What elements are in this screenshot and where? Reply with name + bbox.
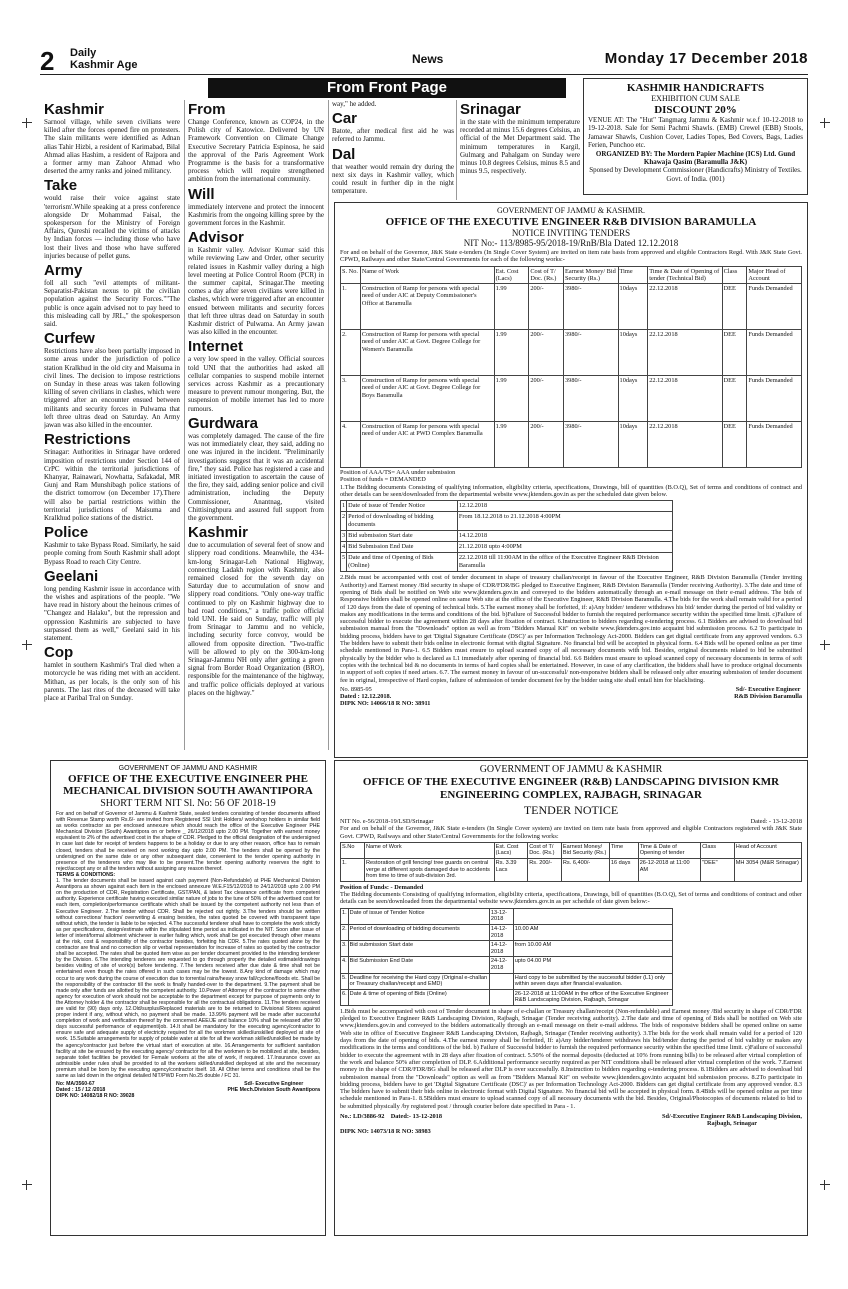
table-cell: 10days bbox=[618, 376, 648, 422]
ad-organizer: ORGANIZED BY: The Mordern Papier Machine (ICS) Ltd. Gund Khawaja Qasim (Baramulla J&K) bbox=[595, 149, 796, 167]
ad-sponsor: Sponsed by Development Commissioner (Handicrafts) Ministry of Textiles. Govt. of India. (001) bbox=[589, 166, 802, 183]
table-cell: Bid submission Start date bbox=[347, 531, 458, 542]
tender-signatory: Sd/- Executive Engineer bbox=[735, 685, 801, 693]
table-header: Class bbox=[701, 842, 735, 858]
registration-mark bbox=[22, 1180, 32, 1190]
table-row bbox=[341, 941, 673, 957]
table-header: Class bbox=[722, 266, 747, 284]
table-cell: 10.00 AM bbox=[513, 924, 672, 940]
story-body: Restrictions have also been partially imposed in some areas under the jurisdiction of police station Kralkhud in the old city and Maisuma in civil lines. The decision to impose restrictions on Sunday in these areas was taken following killing of seven civilians in clashes, which were triggered after an encounter ensued between militants and security forces in Pulwama that left three ultras dead on Saturday. An Army jawan was also killed in the encounter. bbox=[44, 347, 180, 430]
table-cell: Rs. 6,400/- bbox=[561, 859, 609, 882]
table-header: Time & Date of Opening of tender bbox=[638, 842, 700, 858]
phe-terms: 1. The tender documents shall be issued against cash payment (Non-Refundable) at PHE Mechanical Division Awantipora as shown against each item in the enclosed annexure W.E.F15/12/2018 to 24/12/2018 upto 2.00 PM on the production of CDR, Registration Certificate, GST/PAN, & latest Tax clearance certificate from competent authority. Experience certificate having executed similar nature of jobs to the tune of 50% of the advertised cost for each item, completion/performance certificate which shall be issued by the competent authority not less than of Executive Engineer. 2.The tender without CDR. Shall be rejected out rightly. 3.The tenders should be written without corrections/ fraction/ overwriting & erasing besides, the rates quoted be covered with transparent tape without which, the tender is liable to be rejected. 4.The successful tenderer shall have to complete the work strictly as per specifications, design/estimate within the stipulated time period as indicated in the NIT. Soon after issue of letter of intent/formal allotment whichever is earlier failing which, work shall be got executed through other means at the risk, cost & responsibility of the contractor besides, forfeiting his CDR. 5.The rates quoted alone by the contractor are final and no correction slip or verbal representation for increase of rates so quoted by the contractor shall be accepted. The rates shall be quoted item wise as per tender document provided to the intending tenderer by the Division. 6.The intending tenderers are requested to go through properly the detailed estimate/drawings besides visiting of site of work(s) before tendering. 7.The tenders received after due date & time shall not be entertained even though the rates offered in such cases may be the lowest. 8.Any kind of damage which may occur to any work during the course of execution due to torrential rains/heavy snow fall/cyclone/floods etc. Shall be the responsibility of the contractor till the work is finally handed-over to the department. 9.The payment shall be made only after funds are allotted by the competent authority. 10.Power of Attorney of the contractor to some other agency for execution of work should not be acceptable to the department except for purpose of payments only to the Attorney holder & the contractor shall be responsible for all the contractual obligations. 11.The tenders received are valid for (90) days only. 12.Old/surplus/Replaced materials are to be returned to Divisional Stores against proper indent if any, without which, no payment shall be made. 13.99% payment will be made after successful completion of work and verification thereof by the concerned AEE/JE and balance 10% shall be released after 90 days successful performance of equipment/job. 14.It shall be mandatory for the executing agency/contractor to ensure safe and adequate supply of electricity required for all the workmen skilled/unskilled deployed at site of work. 15.Suitable arrangements for supply of potable water at site for all the workman skilled/unskilled be made by the agency/contractor just before the virtual start of execution at site. 16.Arrangements for sufficient sanitation facility at site be ensured by the executing agency/ contractor for all the workmen to be mobilized at site, besides, separate toilet facilities be provided for Female workers at the site of work, if required. 17.Insurance cover as admissible under rules shall be provided to all the workers skilled/unskilled deployed at site and the necessary premium shall be born by the executing agency/contractor itself. 18. All Other terms and conditions shall be the same as laid down in the original detailed NIT/PWD Form No.25 double / FC 31. bbox=[56, 878, 320, 1080]
story-headline: Geelani bbox=[44, 567, 99, 585]
table-cell: Period of downloading of bidding documents bbox=[347, 512, 458, 531]
story-headline: Will bbox=[188, 185, 215, 203]
table-cell: 3 bbox=[341, 531, 347, 542]
ad-title: KASHMIR HANDICRAFTS bbox=[626, 82, 765, 94]
ls-gov: GOVERNMENT OF JAMMU & KASHMIR bbox=[479, 764, 663, 775]
table-row bbox=[341, 422, 802, 468]
table-cell: 14.12.2018 bbox=[457, 531, 672, 542]
table-cell: 14-12-2018 bbox=[489, 924, 513, 940]
table-cell: 1. bbox=[341, 908, 349, 924]
table-cell: 6. bbox=[341, 989, 349, 1005]
tender-gov: GOVERNMENT OF JAMMU & KASHMIR. bbox=[496, 206, 646, 215]
story-body: Change Conference, known as COP24, in the Polish city of Katowice. Delivered by UN Framework Convention on Climate Change Executive Secretary Patricia Espinosa, he said the approval of the Paris Agreement Work Programme is the basis for a transformative process which will require strengthened ambition from the international community. bbox=[188, 118, 324, 184]
table-header: Name of Work bbox=[360, 266, 494, 284]
section-banner: From Front Page bbox=[208, 78, 566, 98]
story-headline: Restrictions bbox=[44, 431, 131, 449]
phe-number: No: MA/3560-67 bbox=[56, 1081, 95, 1088]
table-header: Earnest Money/ Bid Security (Rs.) bbox=[561, 842, 609, 858]
table-row bbox=[341, 859, 802, 882]
tender-nit: NIT No:- 113/8985-95/2018-19/RnB/Bla Dated 12.12.2018 bbox=[463, 238, 679, 248]
registration-mark bbox=[820, 118, 830, 128]
table-cell: 26-12-2018 at 11:00 AM bbox=[638, 859, 700, 882]
page-number: 2 bbox=[40, 46, 55, 76]
story-headline: Army bbox=[44, 262, 83, 280]
table-cell: Deadline for receiving the Hard copy (Original e-challan or Treasury challan/receipt and EMD) bbox=[348, 973, 489, 989]
table-row bbox=[341, 908, 673, 924]
table-cell: Bid Submission End Date bbox=[348, 957, 489, 973]
ad-discount: DISCOUNT 20% bbox=[654, 104, 737, 116]
table-cell: 3. bbox=[341, 376, 361, 422]
landscaping-tender bbox=[334, 760, 808, 1236]
table-header: S. No. bbox=[341, 266, 361, 284]
table-cell: 14-12-2018 bbox=[489, 941, 513, 957]
phe-gov: GOVERNMENT OF JAMMU AND KASHMIR bbox=[118, 765, 258, 772]
tender-dipk: DIPK NO: 14066/18 R NO: 38911 bbox=[340, 700, 431, 708]
table-cell: Construction of Ramp for persons with special need of under AIC at Deputy Commissioner's Office at Baramulla bbox=[360, 284, 494, 330]
news-column-3 bbox=[332, 100, 454, 200]
story-body: that weather would remain dry during the next six days in Kashmir valley, which could result in further dip in the night temperature. bbox=[332, 162, 454, 196]
position-aaa: Position of AAA/TS= AAA under submission bbox=[340, 469, 456, 477]
table-row bbox=[341, 924, 673, 940]
table-cell: 10days bbox=[618, 284, 648, 330]
ls-nit: NIT No. e-56/2018-19/LSD/Srinagar bbox=[340, 818, 434, 825]
story-body: due to accumulation of several feet of snow and slippery road conditions. Meanwhile, the 434-km-long Srinagar-Leh National Highway, connecting Ladakh region with Kashmir, also remained closed for the seventh day on Saturday due to accumulation of snow and slippery road conditions. "Only one-way traffic continued to ply on Kashmir highway due to bad road conditions," a traffic police official told UNI. He said on Sunday, traffic will ply from Srinagar to Jammu and no vehicle, including security force convoy, would be allowed from opposite direction. "Two-traffic will be allowed to ply on the 300-km-long Srinagar-Jammu NH only after getting a green signal from Border Road Organization (BRO), responsible for the maintenance of the highway, and traffic police officials deployed at various places on the highway." bbox=[188, 541, 324, 697]
table-cell: upto 04.00 PM bbox=[513, 957, 672, 973]
tender-terms: 2.Bids must be accompanied with cost of tender document in shape of treasury challan/receipt in favour of the Executive Engineer, R&B Division Baramulla (Tender inviting Authority) and Earnest money /Bid security in shape of CDR/FDR/BG pledged to Executive Engineer, R&B Division Baramulla (Tender receiving Authority). 3.The date and time of opening of Bids shall be notified on Web site www.jktenders.gov.in and conveyed to the bidders automatically through an e-mail message on their e-mail address. The bids of Responsive bidders shall be opened online on same Web site at the office of the Executive Engineer, R&B Division Baramulla. 4.The bids for the work shall remain valid for a period of 120 days from the date of opening of technical bids. 5.The earnest money shall be forfeited, if: a)Any bidder/ tenderer withdraws his bid/ tender during the period of bid validity or makes any modifications in the terms and conditions of the bid. b)Failure of Successful bidder to furnish the required performance security within the specified time limit. c)Failure of successful bidder to execute the agreement within 28 days after fixation of contract. 6.Instruction to bidders regarding e-tendering process. 6.1 Bidders are advised to download bid submission manual from the "Downloads" option as well as from "Bidders Manual Kit" on website www.jktenders.gov.into acquaint bid submission process. 6.2 To participate in bidding process, bidders have to get 'Digital Signature Certificate (DSC)' as per Information Technology Act-2000. Bidders can get digital certificate from any approved vendors. 6.3 The bidders have to submit their bids online in electronic format with digital Signature. No financial bid will be accepted in physical form. 6.4 Bids will be opened online as per time schedule mentioned in Para-1. 6.5 Bidders must ensure to upload scanned copy of all necessary documents with bid. Besides, original documents related to bid be submitted physically by the bidder who is declared as L1 immediately after opening of financial bid. 6.6 Bidders must ensure to upload scanned copy of necessary documents in terms of soft copies with the technical bid & no documents in terms of hard copies shall be entertained. However, in case of any clarification, the bidders shall have to produce original documents in support of soft copies if need arises. 6.7. The earnest money in favour of un-successful/ non-responsive bidders shall be released only after ensuring submission of tender document fee in original, irrespective of Hard copies, failure of submission of tender document fee by the bidder using site shall entail him for blacklisting. bbox=[340, 574, 802, 684]
table-cell: 3. bbox=[341, 941, 349, 957]
paper-name bbox=[70, 47, 137, 71]
phe-signatory: Sd/- Executive Engineer bbox=[244, 1081, 304, 1088]
table-header: Cost of T/ Doc. (Rs.) bbox=[528, 842, 562, 858]
story-headline: From bbox=[188, 101, 226, 118]
table-cell: 2. bbox=[341, 330, 361, 376]
registration-mark bbox=[22, 118, 32, 128]
table-cell: Funds Demanded bbox=[747, 376, 802, 422]
table-cell: Rs. 3.39 Lacs bbox=[494, 859, 528, 882]
table-row bbox=[341, 330, 802, 376]
table-cell: 4. bbox=[341, 957, 349, 973]
ls-nit-dated: Dated: - 13-12-2018 bbox=[750, 818, 802, 825]
ls-dipk: DIPK NO: 14073/18 R NO: 38983 bbox=[340, 1128, 431, 1136]
tender-number: No. 8985-95 bbox=[340, 685, 372, 693]
table-cell: 12.12.2018 bbox=[457, 501, 672, 512]
table-cell: Funds Demanded bbox=[747, 422, 802, 468]
table-cell: Construction of Ramp for persons with special need of under AIC at Govt. Degree College for Boys Baramulla bbox=[360, 376, 494, 422]
phe-dipk: DIPK NO: 14082/18 R NO: 39028 bbox=[56, 1093, 135, 1100]
table-row bbox=[341, 531, 673, 542]
table-cell bbox=[489, 989, 513, 1005]
ad-subtitle: EXHIBITION CUM SALE bbox=[651, 94, 740, 103]
table-cell: Funds Demanded bbox=[747, 284, 802, 330]
tender-intro: For and on behalf of the Governor, J&K State e-tenders (In Single Cover System) are invited on item rate basis from approved and eligible Contractors Regd. With J&K State Govt. CPWD, Railways and other State/Central Governments for each of the following works:- bbox=[340, 249, 802, 264]
table-cell: 1.99 bbox=[494, 376, 529, 422]
phe-office: OFFICE OF THE EXECUTIVE ENGINEER PHE MECHANICAL DIVISION SOUTH AWANTIPORA bbox=[63, 773, 313, 797]
tender-dated: Dated : 12.12.2018. bbox=[340, 693, 392, 701]
table-row bbox=[341, 957, 673, 973]
table-header: Major Head of Account bbox=[747, 266, 802, 284]
story-body: would raise their voice against state 'terrorism'.While speaking at a press conference alongside Dr Mohammad Faisal, the spokesperson for the Ministry of Foreign Affairs, Qureshi recalled the victims of attacks by Indian forces — including those who have lost their lives and those who have suffered injuries because of pellet guns. bbox=[44, 194, 180, 260]
table-header: Earnest Money/ Bid Security (Rs.) bbox=[564, 266, 619, 284]
story-body: was completely damaged. The cause of the fire was not immediately clear, they said, adding no one was injured in the incident. "Preliminarily investigations suggest that it was an accidental fire," they said. Police has registered a case and initiated investigation to ascertain the cause of the fire, they said, adding senior police and civil administration, including the Deputy Commissioner, Anantnag, visited Chittisinghpura and assured full support from the government. bbox=[188, 431, 324, 522]
position-funds: Position of funds = DEMANDED bbox=[340, 476, 426, 484]
registration-mark bbox=[820, 1180, 830, 1190]
ls-criteria: The Bidding documents Consisting of qualifying information, eligibility criteria, specifications, Drawings, bill of quantities (B.O.Q), Set of terms and conditions of contract and other details can be seen/downloaded from the departmental website www.jktenders.gov.in as per schedule of date given below:- bbox=[340, 891, 802, 906]
table-cell: Bid Submission End Date bbox=[347, 542, 458, 553]
ls-funds: Position of Funds: - Demanded bbox=[340, 883, 424, 891]
table-cell: 3980/- bbox=[564, 376, 619, 422]
table-header: Time bbox=[618, 266, 648, 284]
news-column-4 bbox=[460, 100, 580, 200]
table-cell: From 18.12.2018 to 21.12.2018 4:00PM bbox=[457, 512, 672, 531]
masthead bbox=[40, 44, 808, 75]
phe-footer bbox=[56, 1081, 320, 1099]
table-cell: 200/- bbox=[529, 376, 564, 422]
schedule-table bbox=[340, 500, 673, 572]
table-cell: 1. bbox=[341, 284, 361, 330]
table-cell: 26-12-2018 at 11:00AM in the office of the Executive Engineer R&B Landscaping Division, Rajbagh, Srinagar bbox=[513, 989, 672, 1005]
story-headline: Cop bbox=[44, 644, 74, 662]
table-cell: 1.99 bbox=[494, 330, 529, 376]
table-cell: MH 3054 (M&R Srinagar) bbox=[734, 859, 801, 882]
table-cell: Restoration of grill fencing/ tree guards on central verge at different spots damaged due to accidents from time to time of sub-division 3rd. bbox=[365, 859, 495, 882]
table-cell: 200/- bbox=[529, 284, 564, 330]
registration-mark bbox=[820, 640, 830, 650]
story-body: Kashmir to take Bypass Road. Similarly, he said people coming from South Kashmir shall adopt Bypass Road to reach City Centre. bbox=[44, 541, 180, 566]
story-body: in Kashmir valley. Advisor Kumar said this while reviewing Law and Order, other security related issues in Kashmir valley during a high level meeting at Police Control Room (PCR) in the summer capital, Srinagar.The meeting comes a day after seven civilians were killed in clashes, which were triggered after an encounter ensued between militants and security forces that left three ultras dead on Saturday in south Kashmir district of Pulwama. An Army jawan was also killed in the encounter. bbox=[188, 246, 324, 337]
tender-signatory-office: R&B Division Baramulla bbox=[734, 693, 802, 701]
table-cell: 2. bbox=[341, 924, 349, 940]
table-cell: Hard copy to be submitted by the successful bidder (L1) only within seven days after financial evaluation. bbox=[513, 973, 672, 989]
table-cell: DEE bbox=[722, 284, 747, 330]
table-cell: 16 days bbox=[609, 859, 638, 882]
table-header: S.No bbox=[341, 842, 365, 858]
ls-number: No.: LD/3886-92 Dated:- 13-12-2018 bbox=[340, 1113, 442, 1121]
dateline: Monday 17 December 2018 bbox=[604, 50, 808, 67]
paper-name-line2: Kashmir Age bbox=[70, 59, 138, 71]
ls-signatory-office: Rajbagh, Srinagar bbox=[706, 1120, 757, 1128]
table-cell: Period of downloading of bidding documents bbox=[348, 924, 489, 940]
table-cell: Construction of Ramp for persons with special need of under AIC at PWD Complex Baramulla bbox=[360, 422, 494, 468]
phe-tender bbox=[50, 760, 326, 1236]
tender-office: OFFICE OF THE EXECUTIVE ENGINEER R&B DIVISION BARAMULLA bbox=[385, 216, 757, 228]
table-cell: Date and time of Opening of Bids (Online) bbox=[347, 553, 458, 572]
ls-office: OFFICE OF THE EXECUTIVE ENGINEER (R&B) LANDSCAPING DIVISION KMR ENGINEERING COMPLEX, RAJBAGH, SRINAGAR bbox=[362, 776, 780, 801]
table-row bbox=[341, 501, 673, 512]
table-cell: 22.12.2018 bbox=[648, 422, 722, 468]
ls-nit-line bbox=[340, 818, 802, 825]
table-cell: 3980/- bbox=[564, 422, 619, 468]
story-headline: Police bbox=[44, 524, 89, 542]
table-cell: Date of issue of Tender Notice bbox=[348, 908, 489, 924]
tender-notice: NOTICE INVITING TENDERS bbox=[511, 228, 631, 238]
table-cell: 2 bbox=[341, 512, 347, 531]
table-cell: DEE bbox=[722, 376, 747, 422]
story-body: in the state with the minimum temperature recorded at minus 15.6 degrees Celsius, an official of the Met Department said. The minimum temperatures in Kargil, Gulmarg and Pahalgam on Sunday were minus 10.8 degrees Celsius, minus 8.5 and minus 9.5, respectively. bbox=[460, 118, 580, 176]
table-cell: 13-12-2018 bbox=[489, 908, 513, 924]
works-table bbox=[340, 266, 802, 469]
table-cell: 5 bbox=[341, 553, 347, 572]
table-cell: Bid submission Start date bbox=[348, 941, 489, 957]
section-label: News bbox=[412, 52, 444, 66]
phe-dated: Dated : 15 / 12 /2018 bbox=[56, 1087, 106, 1094]
table-header: Time & Date of Opening of tender (Technical Bid) bbox=[648, 266, 722, 284]
table-cell: 4. bbox=[341, 422, 361, 468]
table-cell: 22.12.2018 bbox=[648, 330, 722, 376]
story-body: foll all such "evil attempts of militant-Separatist-Pakistan nexus to pit the civilian population against the Security Forces.""The public is once again advised not to pay heed to this misleading call by JRL," the spokesperson said. bbox=[44, 279, 180, 329]
phe-signatory-office: PHE Mech.Division South Awantipora bbox=[227, 1087, 320, 1094]
table-cell: Funds Demanded bbox=[747, 330, 802, 376]
table-row bbox=[341, 376, 802, 422]
table-cell: Construction of Ramp for persons with special need of under AIC at Govt. Degree College for Women's Baramulla bbox=[360, 330, 494, 376]
story-body: Batote, after medical first aid he was referred to Jammu. bbox=[332, 127, 454, 144]
table-cell bbox=[489, 973, 513, 989]
table-cell: 3980/- bbox=[564, 284, 619, 330]
story-body: immediately intervene and protect the innocent Kashmiris from the ongoing killing spree by the government forces in the Kashmir. bbox=[188, 202, 324, 228]
phe-body: For and on behalf of Governor of Jammu & Kashmir State, sealed tenders consisting of tender documents affixed with Revenue Stamp worth Rs.6/- are invited from Registered SSI Unit Holders/ workshop holders in similar field as works contractor as per enclosed annexure which should reach the office of the Executive Engineer PHE Mechanical Division (South) Awantipora on or before _ 26/12/2018 upto 2.00 PM. Together with earnest money equivalent to 2% of the advertised cost in the shape of CDR. Pledged to the official designation of the undersigned in case last date for receipt of tenders happens to be a holiday or due to any other reason, office has to remain closed, tenders shall be received on next working day upto 2.00 PM. The tenders shall be opened by the undersigned on the same date or any other subsequent date, convenient to the tender opening authority in presence of the tenderers who may like to be present.The tender opening authority reserves the right to reject/accept any or all the tenders without assigning any reason thereof. bbox=[56, 811, 320, 872]
table-cell: 5. bbox=[341, 973, 349, 989]
table-cell: Rs. 200/- bbox=[528, 859, 562, 882]
table-cell: 200/- bbox=[529, 330, 564, 376]
story-headline: Kashmir bbox=[188, 524, 249, 542]
ls-signatory: Sd/-Executive Engineer R&B Landscaping Division, bbox=[661, 1113, 802, 1121]
table-header: Est. Cost (Lacs) bbox=[494, 266, 529, 284]
table-cell: 21.12.2018 upto 4:00PM bbox=[457, 542, 672, 553]
table-header: Cost of T/ Doc. (Rs.) bbox=[529, 266, 564, 284]
ls-terms: 1.Bids must be accompanied with cost of Tender document in shape of e-challan or Treasury challan/receipt (Non-refundable) and Earnest money /Bid security in shape of CDR/FDR pledged to Executive Engineer R&B Landscaping Division, Rajbagh, Srinagar (Tender receiving authority). 2.The date and time of opening of Bids shall be notified on Web site www.jktenders.gov.in and conveyed to the bidders automatically through an e-mail message on their e-mail address. The bids of responsive bidders shall be opened online on same Web site in office of Executive Engineer R&B Landscaping Division, Rajbagh, Srinagar (Tender receiving authority). 3.The bids for the work shall remain valid for a period of 120 days from the date of opening of bids. 4.The earnest money shall be forfeited, If: a)Any bidder/tenderer withdraws his bid/tender during the period of bid validity or makes any modifications in the terms and conditions of the bid. b) Failure of Successful bidder to furnish the required performance security within the specified time limit. c)Failure of successful bidder to execute the agreement with in 28 days after fixation of contract. 5.50% of the normal deposits (deducted at 10% from running bills) to be released after virtual completion of the work and balance 50% after completion of DLP. 6.Additional performance security required as per NIT conditions shall be released after virtual completion of the work. 7.Earnest money in the shape of CDR/FDR/BG shall be released after DLP is over successfully. 8.Instruction to bidders regarding e-tendering process. 8.1Bidders are advised to download bid submission manual from the "Downloads" option as well as from "Bidders Manual Kit" on website www.jktenders.gov.into acquaint bid submission process. 8.2To participate in bidding process, bidders have to get 'Digital Signature Certificate (DSC)' as per Information Technology Act-2000. Bidders can get digital certificate from any approved vendor. 8.3 The bidders have to submit their bids online in electronic format with Digital Signature. No financial bid will be accepted in physical form. 8.4Bids will be opened online as per time schedule mentioned in Para-1. 8.5Bidders must ensure to upload scanned copy of all necessary documents with the bid. Besides, Original/Photocopies of documents related to bid to be submitted physically /by registered post / through courier before date specified in Para - 1. bbox=[340, 1007, 802, 1110]
story-headline: Gurdwara bbox=[188, 414, 259, 432]
story-body: hamlet in southern Kashmir's Tral died when a motorcycle he was riding met with an accident. Mithan, as per locals, is the only son of his parents. The last rites of the deceased will take place at Paribal Tral on Sunday. bbox=[44, 661, 180, 702]
story-headline: Car bbox=[332, 110, 358, 128]
tender-footer bbox=[340, 686, 802, 708]
table-cell: 10days bbox=[618, 330, 648, 376]
news-column-1 bbox=[44, 100, 180, 750]
ls-intro: For and on behalf of the Governor, J&K State e-tenders (In Single Cover system) are invited on item rate basis from approved and eligible Contractors registered with J&K State Govt. CPWD, Railways and other State/Central Governments for the following works: bbox=[340, 825, 802, 840]
table-cell: 1. bbox=[341, 859, 365, 882]
table-header: Time bbox=[609, 842, 638, 858]
story-headline: Take bbox=[44, 177, 78, 195]
tender-criteria: 1.The Bidding documents Consisting of qualifying information, eligibility criteria, specifications, Drawings, bill of quantities (B.O.Q), Set of terms and conditions of contract and other details can be seen/downloaded from the departmental website www.jktenders.gov.in as per the scheduled date given below. bbox=[340, 483, 802, 499]
table-cell: Date & time of opening of Bids (Online) bbox=[348, 989, 489, 1005]
ls-schedule-table bbox=[340, 908, 673, 1006]
table-row bbox=[341, 973, 673, 989]
table-cell: 1.99 bbox=[494, 422, 529, 468]
table-header: Head of Account bbox=[734, 842, 801, 858]
table-cell: DEE bbox=[722, 422, 747, 468]
table-row bbox=[341, 284, 802, 330]
table-cell: 4 bbox=[341, 542, 347, 553]
phe-terms-title: TERMS & CONDITIONS: bbox=[56, 871, 116, 878]
story-headline: Srinagar bbox=[460, 101, 521, 118]
table-header: Est. Cost (Lacs) bbox=[494, 842, 528, 858]
registration-mark bbox=[22, 640, 32, 650]
table-cell: Date of issue of Tender Notice bbox=[347, 501, 458, 512]
news-column-2 bbox=[188, 100, 324, 750]
story-body: a very low speed in the valley. Official sources told UNI that the authorities had asked all cellular companies to suspend mobile internet services across Kashmir as a precautionary measure to prevent rumour mongering. But, the suspension of mobile internet has led to more rumours. bbox=[188, 355, 324, 413]
table-cell: 22.12.2018 bbox=[648, 376, 722, 422]
paper-name-line1: Daily bbox=[70, 47, 97, 59]
story-body: Sarnool village, while seven civilians were killed after the forces opened fire on protesters. The slain militants were identified as Adnan alias Tahir Hizbi, a resident of Karimabad, Bilal Ahmad alias Hashim, a resident of Rajpora and a former army man Zahoor Ahmad who deserted the army ranks and joined militancy. bbox=[44, 118, 180, 176]
story-headline: Dal bbox=[332, 145, 356, 163]
story-headline: Internet bbox=[188, 338, 244, 356]
table-row bbox=[341, 553, 673, 572]
table-row bbox=[341, 542, 673, 553]
ls-notice: TENDER NOTICE bbox=[523, 803, 619, 817]
story-headline: Advisor bbox=[188, 229, 244, 247]
table-cell: 3980/- bbox=[564, 330, 619, 376]
phe-nit: SHORT TERM NIT Sl. No: 56 OF 2018-19 bbox=[100, 798, 276, 809]
table-cell: 1.99 bbox=[494, 284, 529, 330]
table-cell: DEE bbox=[722, 330, 747, 376]
ad-body: VENUE AT: The "Hut" Tangmarg Jammu & Kashmir w.e.f 10-12-2018 to 19-12-2018. Sale for Semi Pachmi Shawls. (EMB) Crewel (EBB) Stools, Jamawar Shawls, Cushion Cover, Ladies Topes, Bed Covers, Bags, Ladies Ferien, Punchoo etc. bbox=[588, 116, 803, 150]
table-cell: 10days bbox=[618, 422, 648, 468]
table-cell: 22.12.2018 bbox=[648, 284, 722, 330]
table-cell: 200/- bbox=[529, 422, 564, 468]
table-cell bbox=[513, 908, 672, 924]
story-headline: Curfew bbox=[44, 330, 95, 348]
table-cell: 22.12.2018 till 11:00AM in the office of the Executive Engineer R&B Division Baramulla bbox=[457, 553, 672, 572]
table-row bbox=[341, 989, 673, 1005]
story-body: way," he added. bbox=[332, 100, 377, 108]
story-headline: Kashmir bbox=[44, 101, 105, 118]
rnb-baramulla-tender bbox=[334, 202, 808, 758]
ls-footer bbox=[340, 1113, 802, 1136]
ls-works-table bbox=[340, 842, 802, 882]
table-cell: "DEE" bbox=[701, 859, 735, 882]
table-cell: 24-12-2018 bbox=[489, 957, 513, 973]
handicrafts-ad bbox=[583, 78, 808, 195]
table-cell: 1 bbox=[341, 501, 347, 512]
story-body: long pending Kashmir issue in accordance with the wishes and aspirations of the people. "We have read in history about the heinous crimes of "Changez and Halaku", but the repression and oppression Kashmiris are subjected to have surpassed them as well," Geelani said in his statement. bbox=[44, 584, 180, 642]
story-body: Srinagar: Authorities in Srinagar have ordered imposition of restrictions under Section 144 of CrPC within the territorial jurisdictions of Khanyar, Rainawari, Nowhatta, Safakadal, MR Gunj and Ram Munshibagh police stations of the district tomorrow (on December 17).There will also be partial restrictions within the territorial jurisdictions of Maisuma and Kralkhud police stations of the district. bbox=[44, 448, 180, 522]
table-cell: from 10.00 AM bbox=[513, 941, 672, 957]
table-row bbox=[341, 512, 673, 531]
table-header: Name of Work bbox=[365, 842, 495, 858]
